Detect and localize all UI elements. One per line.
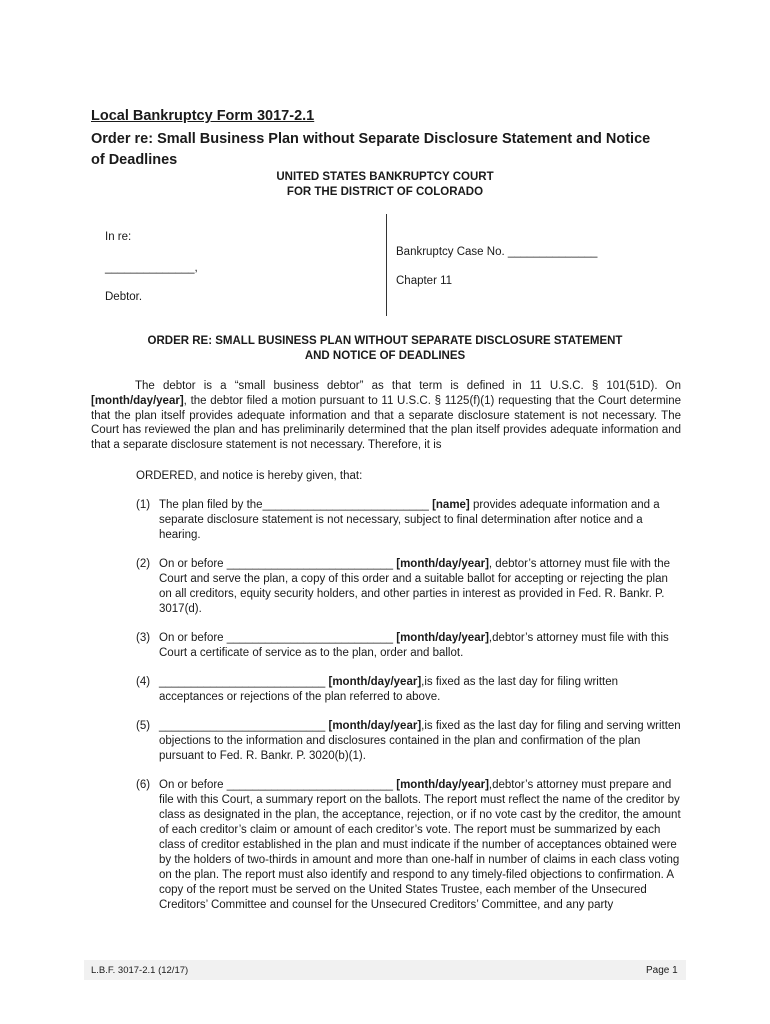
item-placeholder: [month/day/year] [396, 779, 489, 791]
ordered-statement: ORDERED, and notice is hereby given, that: [136, 470, 363, 482]
item-text: The plan filed by the__________________________ [159, 499, 433, 511]
caption-divider [386, 214, 387, 316]
item-text: ,debtor’s attorney must prepare and file with this Court, a summary report on the ballots. The report must reflect the name of the creditor by class as designated in the plan, the acceptance, rejection, or if no vote cast by the creditor, the amount of each creditor’s claim or amount of each creditor’s vote. The report must be summarized by each class of creditor established in the plan and must indicate if the number of acceptances obtained were by the holders of two-thirds in amount and more than one-half in number of claims in each class voting on the plan. The report must also identify and respond to any timely-filed objections to confirmation. A copy of the report must be served on the United States Trustee, each member of the Unsecured Creditors’ Committee and counsel for the Unsecured Creditors’ Committee, and any party [159, 779, 681, 911]
case-number: Bankruptcy Case No. ______________ [396, 246, 598, 258]
item-text: __________________________ [159, 720, 329, 732]
intro-date-placeholder: [month/day/year] [91, 394, 184, 407]
item-number: (5) [136, 720, 151, 732]
order-title-line2: AND NOTICE OF DEADLINES [304, 350, 466, 362]
form-title: Order re: Small Business Plan without Separate Disclosure Statement and Notice of Deadlines [91, 131, 651, 168]
order-item [136, 778, 681, 913]
item-number: (6) [136, 779, 151, 791]
order-item [136, 631, 681, 661]
item-placeholder: [month/day/year] [328, 676, 422, 688]
form-number: Local Bankruptcy Form 3017-2.1 [91, 108, 315, 124]
intro-text-a: The debtor is a “small business debtor” as that term is defined in 11 U.S.C. § 101(51D). On [135, 380, 681, 392]
order-item [136, 675, 681, 705]
item-text: On or before __________________________ [159, 558, 397, 570]
item-text: ,is fixed as the last day for filing and serving written objections to the information and disclosures contained in the plan and confirmation of the plan pursuant to Fed. R. Bankr. P. 3020(b)(1). [159, 720, 681, 762]
item-placeholder: [name] [432, 499, 470, 511]
chapter-label: Chapter 11 [396, 275, 453, 287]
item-text: provides adequate information and a separate disclosure statement is not necessary, subject to final determination after notice and a hearing. [159, 499, 660, 541]
item-placeholder: [month/day/year] [396, 632, 489, 644]
court-name: UNITED STATES BANKRUPTCY COURT [276, 171, 494, 183]
court-district: FOR THE DISTRICT OF COLORADO [286, 186, 484, 198]
item-text: On or before __________________________ [159, 779, 397, 791]
item-number: (1) [136, 499, 151, 511]
footer-form-id: L.B.F. 3017-2.1 (12/17) [91, 965, 189, 976]
item-number: (3) [136, 632, 151, 644]
order-items-list [136, 498, 681, 927]
item-placeholder: [month/day/year] [328, 720, 422, 732]
order-title-line1: ORDER RE: SMALL BUSINESS PLAN WITHOUT SEPARATE DISCLOSURE STATEMENT [147, 335, 623, 347]
item-text: __________________________ [159, 676, 329, 688]
item-text: ,debtor’s attorney must file with this Court a certificate of service as to the plan, order and ballot. [159, 632, 669, 659]
item-text: , debtor’s attorney must file with the Court and serve the plan, a copy of this order and a suitable ballot for accepting or rejecting the plan on all creditors, equity security holders, and other parties in interest as provided in Fed. R. Bankr. P. 3017(d). [159, 558, 671, 615]
order-item [136, 498, 681, 543]
order-item [136, 719, 681, 764]
footer-page-number: Page 1 [646, 965, 678, 976]
item-placeholder: [month/day/year] [396, 558, 489, 570]
item-number: (2) [136, 558, 151, 570]
in-re-label: In re: [105, 231, 132, 243]
item-text: ,is fixed as the last day for filing written acceptances or rejections of the plan referred to above. [159, 676, 619, 703]
order-item [136, 557, 681, 617]
item-text: On or before __________________________ [159, 632, 397, 644]
debtor-name-blank: ______________, [105, 262, 198, 274]
intro-paragraph [91, 379, 681, 453]
debtor-label: Debtor. [105, 291, 143, 303]
item-number: (4) [136, 676, 151, 688]
intro-text-c: , the debtor filed a motion pursuant to 11 U.S.C. § 1125(f)(1) requesting that the Court determine that the plan itself provides adequate information and that a separate disclosure statement is not necessary. The Court has reviewed the plan and has preliminarily determined that the plan itself provides adequate information and that a separate disclosure statement is not necessary. Therefore, it is [91, 394, 681, 452]
